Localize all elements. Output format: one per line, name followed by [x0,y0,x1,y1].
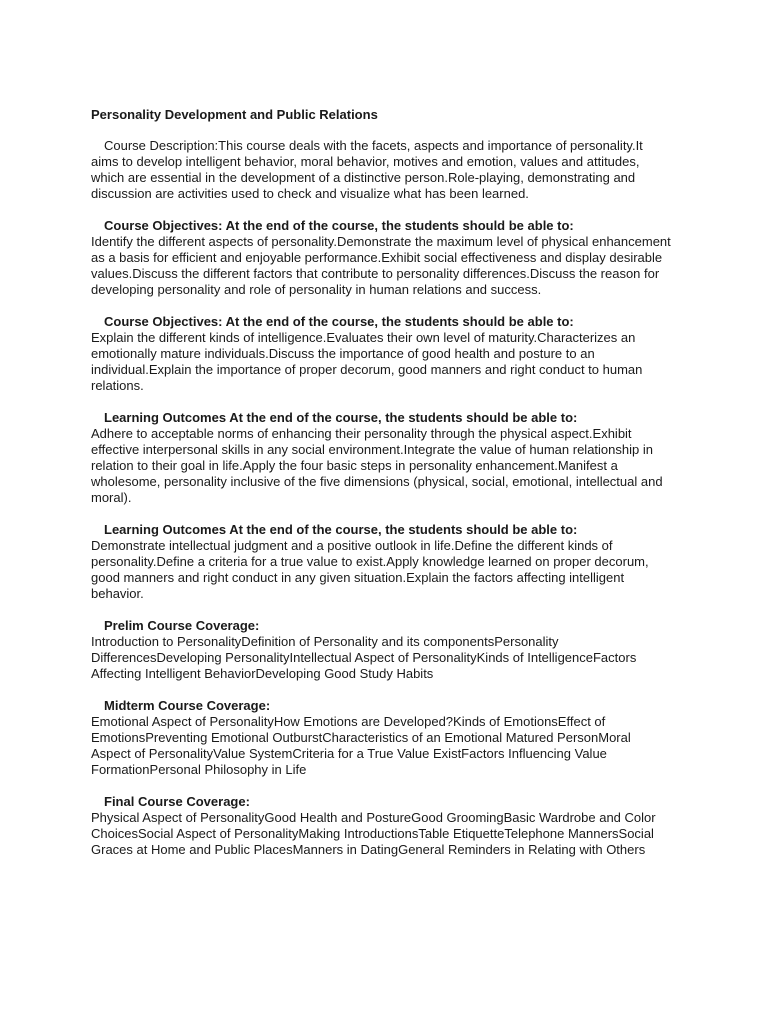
section-learning-outcomes-1 [91,410,673,506]
section-body: Demonstrate intellectual judgment and a positive outlook in life.Define the different kinds of personality.Define a criteria for a true value to exist.Apply knowledge learned on proper decorum, good manners and right conduct in any given situation.Explain the factors affecting intelligent behavior. [91,538,649,601]
section-body: Physical Aspect of PersonalityGood Health and PostureGood GroomingBasic Wardrobe and Color ChoicesSocial Aspect of PersonalityMaking IntroductionsTable EtiquetteTelephone MannersSocial Graces at Home and Public PlacesManners in DatingGeneral Reminders in Relating with Others [91,810,656,857]
section-body: Introduction to PersonalityDefinition of Personality and its componentsPersonality DifferencesDeveloping PersonalityIntellectual Aspect of PersonalityKinds of IntelligenceFactors Affecting Intelligent BehaviorDeveloping Good Study Habits [91,634,637,681]
document-title: Personality Development and Public Relations [91,107,378,122]
section-heading: Course Objectives: At the end of the course, the students should be able to: [104,218,574,233]
section-body: Adhere to acceptable norms of enhancing their personality through the physical aspect.Exhibit effective interpersonal skills in any social environment.Integrate the value of human relationship in relation to their goal in life.Apply the four basic steps in personality enhancement.Manifest a wholesome, personality inclusive of the five dimensions (physical, social, emotional, intellectual and moral). [91,426,663,505]
section-body: Emotional Aspect of PersonalityHow Emotions are Developed?Kinds of EmotionsEffect of EmotionsPreventing Emotional OutburstCharacteristics of an Emotional Matured PersonMoral Aspect of PersonalityValue SystemCriteria for a True Value ExistFactors Influencing Value FormationPersonal Philosophy in Life [91,714,631,777]
section-heading: Course Objectives: At the end of the course, the students should be able to: [104,314,574,329]
section-prelim-coverage [91,618,673,682]
section-course-objectives-1 [91,218,673,298]
section-body: Identify the different aspects of personality.Demonstrate the maximum level of physical enhancement as a basis for efficient and enjoyable performance.Exhibit social effectiveness and display desirable values.Discuss the different factors that contribute to personality differences.Discuss the reason for developing personality and role of personality in human relations and success. [91,234,671,297]
section-heading: Midterm Course Coverage: [104,698,271,713]
document-page [91,106,673,874]
section-learning-outcomes-2 [91,522,673,602]
section-heading: Learning Outcomes At the end of the course, the students should be able to: [104,522,578,537]
section-heading: Final Course Coverage: [104,794,250,809]
section-midterm-coverage [91,698,673,778]
section-final-coverage [91,794,673,858]
course-description: Course Description:This course deals with the facets, aspects and importance of personality.It aims to develop intelligent behavior, moral behavior, motives and emotion, values and attitudes, which are essential in the development of a distinctive person.Role-playing, demonstrating and discussion are activities used to check and visualize what has been learned. [91,138,643,201]
section-course-objectives-2 [91,314,673,394]
section-body: Explain the different kinds of intelligence.Evaluates their own level of maturity.Characterizes an emotionally mature individuals.Discuss the importance of good health and posture to an individual.Explain the importance of proper decorum, good manners and right conduct to human relations. [91,330,643,393]
section-heading: Learning Outcomes At the end of the course, the students should be able to: [104,410,578,425]
section-heading: Prelim Course Coverage: [104,618,260,633]
